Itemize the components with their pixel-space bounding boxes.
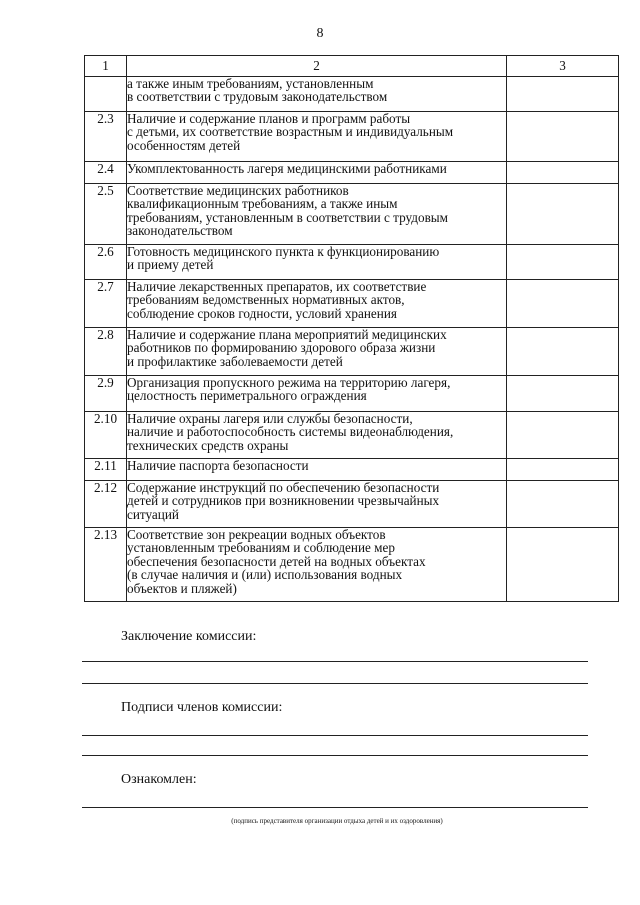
table-row bbox=[85, 162, 619, 184]
row-criterion: Наличие охраны лагеря или службы безопасности, наличие и работоспособность системы видеонаблюдения, технических средств охраны bbox=[127, 412, 507, 459]
row-criterion: Наличие и содержание планов и программ работы с детьми, их соответствие возрастным и индивидуальным особенностям детей bbox=[127, 112, 507, 162]
commission-signatures-label: Подписи членов комиссии: bbox=[121, 700, 283, 715]
row-criterion: Соответствие зон рекреации водных объектов установленным требованиям и соблюдение мер обеспечения безопасности детей на водных объектах (в случае наличия и (или) использования водных объектов и пляжей) bbox=[127, 528, 507, 602]
row-result-cell bbox=[507, 459, 619, 481]
acknowledged-label: Ознакомлен: bbox=[121, 772, 197, 787]
row-result-cell bbox=[507, 528, 619, 602]
row-number: 2.3 bbox=[85, 112, 127, 162]
row-result-cell bbox=[507, 162, 619, 184]
table-row bbox=[85, 112, 619, 162]
row-result-cell bbox=[507, 481, 619, 528]
row-result-cell bbox=[507, 328, 619, 376]
inspection-checklist-table bbox=[84, 55, 619, 602]
conclusion-line[interactable] bbox=[82, 661, 588, 662]
row-criterion: Организация пропускного режима на территорию лагеря, целостность периметрального ограждения bbox=[127, 376, 507, 412]
row-number: 2.11 bbox=[85, 459, 127, 481]
row-result-cell bbox=[507, 412, 619, 459]
table-row bbox=[85, 245, 619, 280]
column-header-result: 3 bbox=[507, 56, 619, 77]
table-row bbox=[85, 328, 619, 376]
acknowledgement-signature-line[interactable] bbox=[82, 807, 588, 808]
row-result-cell bbox=[507, 376, 619, 412]
commission-conclusion-label: Заключение комиссии: bbox=[121, 629, 257, 644]
row-number: 2.9 bbox=[85, 376, 127, 412]
row-result-cell bbox=[507, 245, 619, 280]
row-criterion: Соответствие медицинских работников квалификационным требованиям, а также иным требованиям, установленным в соответствии с трудовым законодательством bbox=[127, 184, 507, 245]
signature-line[interactable] bbox=[82, 735, 588, 736]
row-result-cell bbox=[507, 112, 619, 162]
row-criterion: Готовность медицинского пункта к функционированию и приему детей bbox=[127, 245, 507, 280]
row-criterion: Содержание инструкций по обеспечению безопасности детей и сотрудников при возникновении чрезвычайных ситуаций bbox=[127, 481, 507, 528]
signature-line[interactable] bbox=[82, 755, 588, 756]
row-result-cell bbox=[507, 184, 619, 245]
table-row bbox=[85, 280, 619, 328]
column-header-criterion: 2 bbox=[127, 56, 507, 77]
table-header-row bbox=[85, 56, 619, 77]
row-number: 2.4 bbox=[85, 162, 127, 184]
table-row bbox=[85, 77, 619, 112]
row-number: 2.13 bbox=[85, 528, 127, 602]
row-number: 2.12 bbox=[85, 481, 127, 528]
column-header-number: 1 bbox=[85, 56, 127, 77]
table-row bbox=[85, 184, 619, 245]
table-row bbox=[85, 459, 619, 481]
row-number: 2.5 bbox=[85, 184, 127, 245]
row-criterion: Наличие и содержание плана мероприятий медицинских работников по формированию здорового образа жизни и профилактике заболеваемости детей bbox=[127, 328, 507, 376]
conclusion-line[interactable] bbox=[82, 683, 588, 684]
row-result-cell bbox=[507, 280, 619, 328]
table-row bbox=[85, 376, 619, 412]
row-number: 2.8 bbox=[85, 328, 127, 376]
table-row bbox=[85, 528, 619, 602]
page-number: 8 bbox=[316, 26, 324, 41]
row-number bbox=[85, 77, 127, 112]
row-number: 2.7 bbox=[85, 280, 127, 328]
signature-caption: (подпись представителя организации отдыха детей и их оздоровления) bbox=[231, 817, 443, 825]
row-number: 2.6 bbox=[85, 245, 127, 280]
row-criterion: а также иным требованиям, установленным в соответствии с трудовым законодательством bbox=[127, 77, 507, 112]
row-criterion: Наличие лекарственных препаратов, их соответствие требованиям ведомственных нормативных актов, соблюдение сроков годности, условий хранения bbox=[127, 280, 507, 328]
row-number: 2.10 bbox=[85, 412, 127, 459]
row-result-cell bbox=[507, 77, 619, 112]
row-criterion: Укомплектованность лагеря медицинскими работниками bbox=[127, 162, 507, 184]
table-row bbox=[85, 412, 619, 459]
table-row bbox=[85, 481, 619, 528]
row-criterion: Наличие паспорта безопасности bbox=[127, 459, 507, 481]
